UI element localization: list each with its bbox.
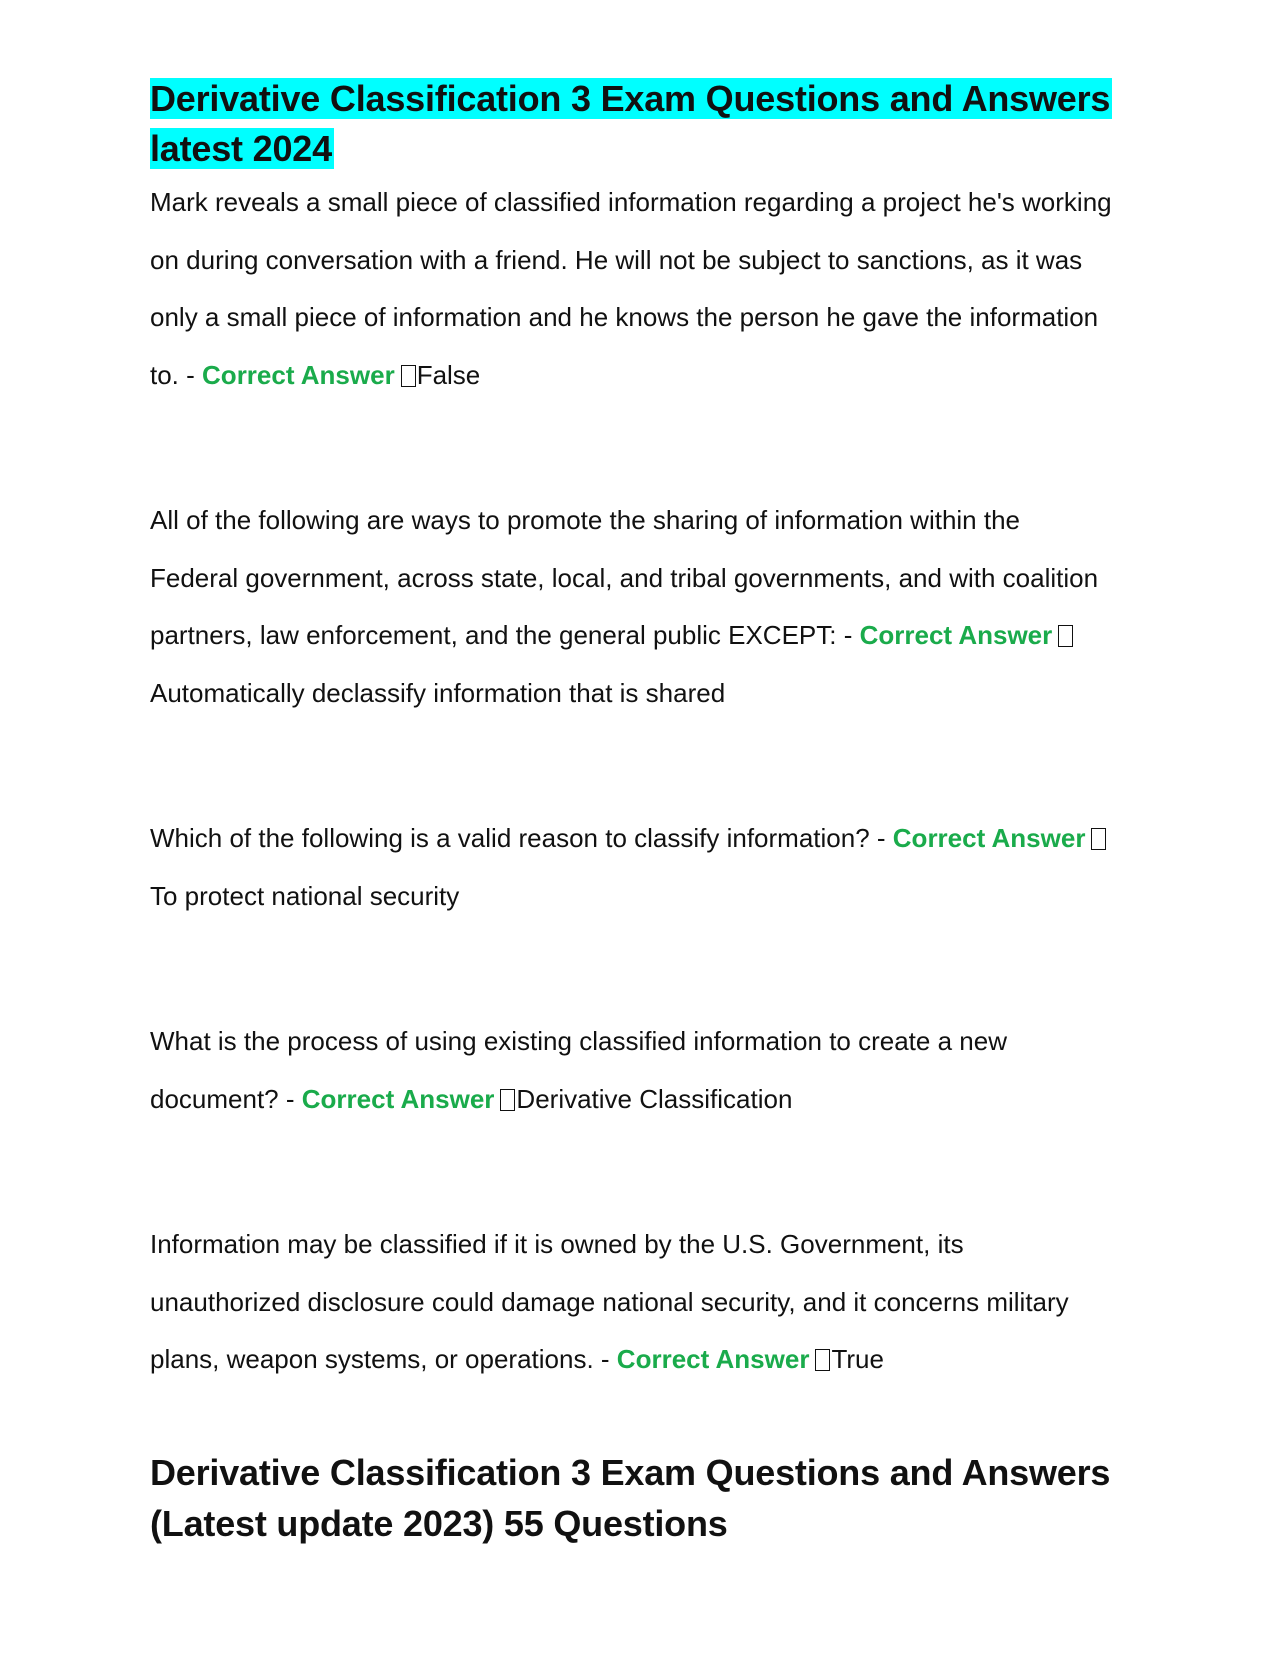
document-title (150, 74, 1115, 174)
qa-item-3 (150, 810, 1115, 925)
question-text: Which of the following is a valid reason to classify information? (150, 823, 870, 853)
footer-title: Derivative Classification 3 Exam Questions and Answers (Latest update 2023) 55 Questions (150, 1451, 1111, 1544)
separator: - (178, 359, 203, 390)
answer-text: Derivative Classification (516, 1083, 793, 1114)
correct-answer-label: Correct Answer (616, 1344, 810, 1374)
separator: - (278, 1083, 302, 1114)
question-text: What is the process of using existing classified information to create a new document? (150, 1026, 1007, 1114)
answer-marker-icon (1058, 625, 1073, 647)
answer-marker-icon (401, 365, 416, 387)
correct-answer-label: Correct Answer (859, 620, 1053, 650)
question-text: All of the following are ways to promote the sharing of information within the Federal government, across state, local, and tribal governments, and with coalition partners, law enforcement, and the general public EXCEPT: (150, 505, 1099, 650)
document-page (150, 74, 1115, 1549)
qa-item-1 (150, 174, 1115, 404)
answer-marker-icon (1091, 828, 1106, 850)
correct-answer-label: Correct Answer (301, 1083, 495, 1114)
correct-answer-label: Correct Answer (202, 359, 395, 390)
answer-text: Automatically declassify information that is shared (150, 677, 726, 708)
title-highlight: Derivative Classification 3 Exam Questions and Answers latest 2024 (150, 78, 1111, 169)
separator: - (593, 1344, 617, 1374)
answer-marker-icon (500, 1089, 515, 1111)
separator: - (869, 823, 893, 853)
answer-text: True (831, 1344, 884, 1374)
answer-marker-icon (815, 1349, 830, 1371)
question-text: Information may be classified if it is owned by the U.S. Government, its unauthorized disclosure could damage national security, and it concerns military plans, weapon systems, or operations. (150, 1229, 1069, 1374)
qa-item-4 (150, 1013, 1115, 1128)
qa-item-5 (150, 1216, 1115, 1389)
correct-answer-label: Correct Answer (892, 823, 1086, 853)
separator: - (836, 620, 860, 650)
qa-item-2 (150, 492, 1115, 722)
answer-text: To protect national security (150, 880, 460, 911)
answer-text: False (416, 359, 481, 390)
question-text: Mark reveals a small piece of classified information regarding a project he's working on during conversation with a friend. He will not be subject to sanctions, as it was only a small piece of information and he knows the person he gave the information to. (150, 187, 1112, 390)
